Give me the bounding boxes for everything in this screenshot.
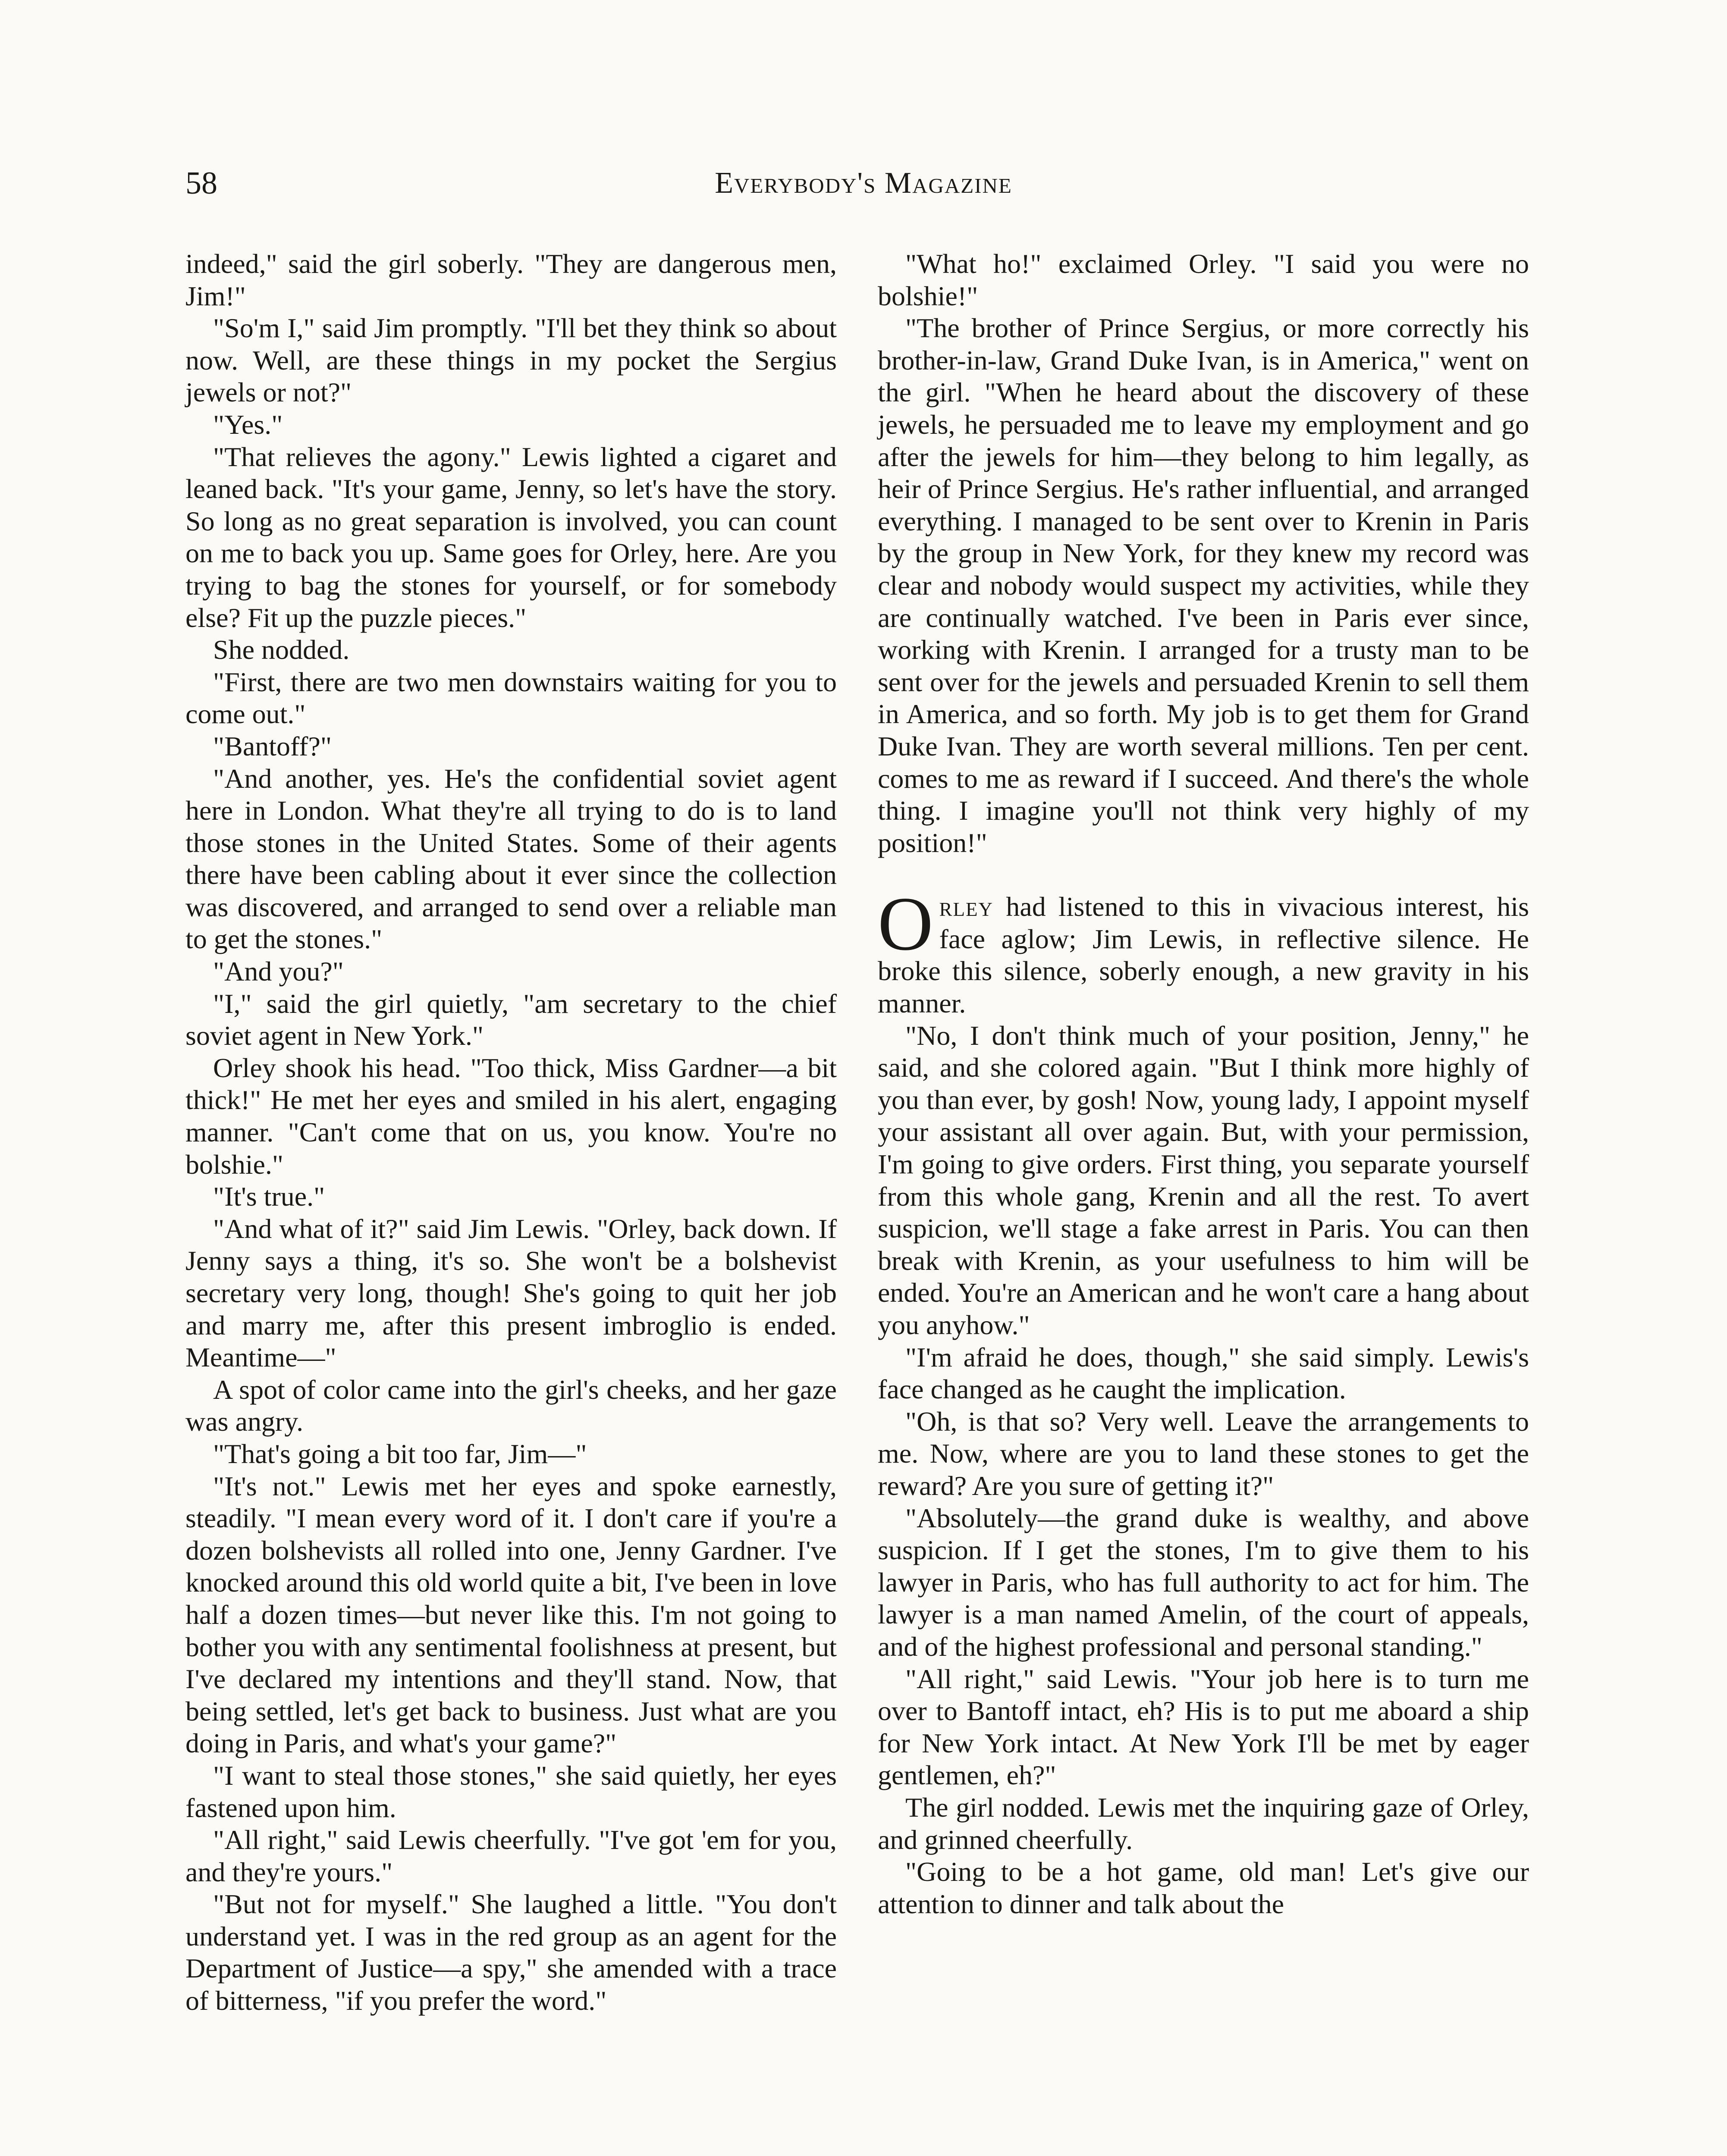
paragraph: A spot of color came into the girl's cheeks, and her gaze was angry.: [185, 1374, 837, 1437]
paragraph: "All right," said Lewis cheerfully. "I've got 'em for you, and they're yours.": [185, 1824, 837, 1887]
paragraph: "That relieves the agony." Lewis lighted a cigaret and leaned back. "It's your game, Jenny, so let's have the story. So long as no great separation is involved, you can count on me to back you up. Same goes for Orley, here. Are you trying to bag the stones for yourself, or for somebody else? Fit up the puzzle pieces.": [185, 441, 837, 633]
paragraph: "That's going a bit too far, Jim—": [213, 1438, 587, 1469]
paragraph: "No, I don't think much of your position, Jenny," he said, and she colored again. "But I think more highly of you than ever, by gosh! Now, young lady, I appoint myself your assistant all over again. But, with your permission, I'm going to give orders. First thing, you separate yourself from this whole gang, Krenin and all the rest. To avert suspicion, we'll stage a fake arrest in Paris. You can then break with Krenin, as your usefulness to him will be ended. You're an American and he won't care a hang about you anyhow.": [878, 1020, 1529, 1340]
paragraph: "And another, yes. He's the confidential soviet agent here in London. What they're all trying to do is to land those stones in the United States. Some of their agents there have been cabling about it ever since the collection was discovered, and arranged to send over a reliable man to get the stones.": [185, 763, 837, 955]
paragraph: "It's true.": [213, 1181, 325, 1212]
paragraph: "But not for myself." She laughed a little. "You don't understand yet. I was in the red group as an agent for the Department of Justice—a spy," she amended with a trace of bitterness, "if you prefer the word.": [185, 1889, 837, 2016]
paragraph: "Oh, is that so? Very well. Leave the arrangements to me. Now, where are you to land these stones to get the reward? Are you sure of getting it?": [878, 1406, 1529, 1501]
paragraph: "Absolutely—the grand duke is wealthy, and above suspicion. If I get the stones, I'm to give them to his lawyer in Paris, who has full authority to act for him. The lawyer is a man named Amelin, of the court of appeals, and of the highest professional and personal standing.": [878, 1502, 1529, 1662]
paragraph: The girl nodded. Lewis met the inquiring gaze of Orley, and grinned cheerfully.: [878, 1792, 1529, 1855]
paragraph: "I'm afraid he does, though," she said simply. Lewis's face changed as he caught the implication.: [878, 1341, 1529, 1405]
paragraph: "Bantoff?": [213, 730, 332, 761]
paragraph: "Going to be a hot game, old man! Let's give our attention to dinner and talk about the: [878, 1856, 1529, 1919]
paragraph: "I want to steal those stones," she said quietly, her eyes fastened upon him.: [185, 1760, 837, 1823]
left-column: [185, 248, 837, 2017]
paragraph: "What ho!" exclaimed Orley. "I said you were no bolshie!": [878, 248, 1529, 311]
paragraph: indeed," said the girl soberly. "They are dangerous men, Jim!": [185, 248, 837, 311]
paragraph: She nodded.: [213, 634, 350, 665]
paragraph: Orley shook his head. "Too thick, Miss Gardner—a bit thick!" He met her eyes and smiled in his alert, engaging manner. "Can't come that on us, you know. You're no bolshie.": [185, 1052, 837, 1180]
page-number: 58: [185, 166, 217, 201]
paragraph: "I," said the girl quietly, "am secretary to the chief soviet agent in New York.": [185, 988, 837, 1051]
paragraph: "First, there are two men downstairs waiting for you to come out.": [185, 666, 837, 730]
lead-in-caps: rley: [939, 891, 994, 922]
paragraph: "So'm I," said Jim promptly. "I'll bet they think so about now. Well, are these things in my pocket the Sergius jewels or not?": [185, 313, 837, 408]
page-header: [185, 164, 1542, 203]
running-head: Everybody's Magazine: [715, 166, 1012, 200]
dropcap-paragraph-text: had listened to this in vivacious interest, his face aglow; Jim Lewis, in reflective silence. He broke this silence, soberly enough, a new gravity in his manner.: [878, 891, 1529, 1019]
paragraph: "The brother of Prince Sergius, or more correctly his brother-in-law, Grand Duke Ivan, is in America," went on the girl. "When he heard about the discovery of these jewels, he persuaded me to leave my employment and go after the jewels for him—they belong to him legally, as heir of Prince Sergius. He's rather influential, and arranged everything. I managed to be sent over to Krenin in Paris by the group in New York, for they knew my record was clear and nobody would suspect my activities, while they are continually watched. I've been in Paris ever since, working with Krenin. I arranged for a trusty man to be sent over for the jewels and persuaded Krenin to sell them in America, and so forth. My job is to get them for Grand Duke Ivan. They are worth several millions. Ten per cent. comes to me as reward if I succeed. And there's the whole thing. I imagine you'll not think very highly of my position!": [878, 313, 1529, 858]
dropcap-paragraph: [878, 881, 1529, 1019]
paragraph: "All right," said Lewis. "Your job here is to turn me over to Bantoff intact, eh? His is to put me aboard a ship for New York intact. At New York I'll be met by eager gentlemen, eh?": [878, 1663, 1529, 1791]
paragraph: "And you?": [213, 956, 344, 987]
section-break: [878, 859, 1529, 891]
right-column: [878, 248, 1529, 1920]
drop-cap: O: [878, 881, 933, 967]
paragraph: "Yes.": [213, 409, 283, 440]
paragraph: "It's not." Lewis met her eyes and spoke earnestly, steadily. "I mean every word of it. I don't care if you're a dozen bolshevists all rolled into one, Jenny Gardner. I've knocked around this old world quite a bit, I've been in love half a dozen times—but never like this. I'm not going to bother you with any sentimental foolishness at present, but I've declared my intentions and they'll stand. Now, that being settled, let's get back to business. Just what are you doing in Paris, and what's your game?": [185, 1470, 837, 1759]
paragraph: "And what of it?" said Jim Lewis. "Orley, back down. If Jenny says a thing, it's so. She won't be a bolshevist secretary very long, though! She's going to quit her job and marry me, after this present imbroglio is ended. Meantime—": [185, 1213, 837, 1373]
